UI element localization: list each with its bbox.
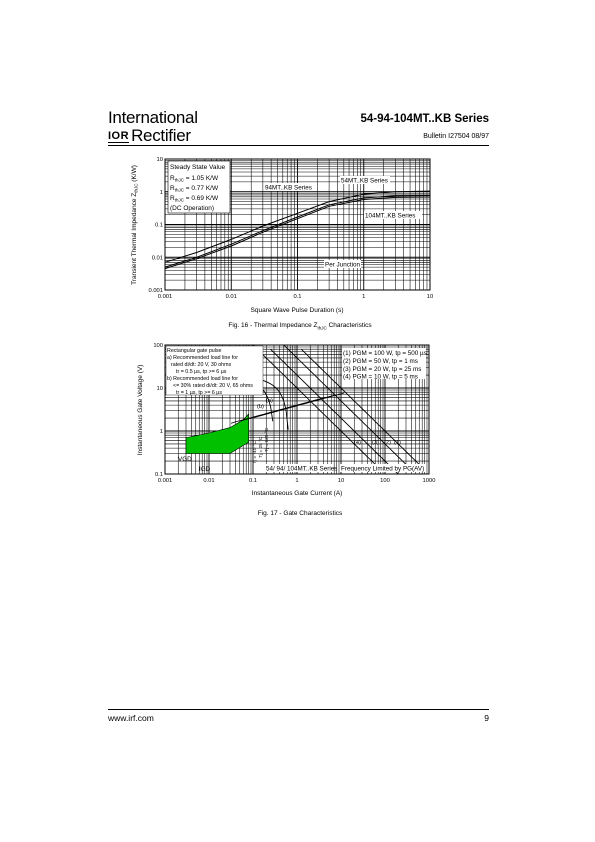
fig17-pgm-box	[342, 348, 427, 381]
series-title: 54-94-104MT..KB Series	[360, 113, 489, 125]
fig16-annot-54mt: 54MT..KB Series	[341, 177, 388, 185]
fig17-y-axis-label: Instantaneous Gate Voltage (V)	[137, 364, 144, 456]
fig17-pgm-3: (3) PGM = 20 W, tp = 25 ms	[343, 366, 422, 373]
fig16-caption: Fig. 16 - Thermal Impedance $Z_{thJC}$ Characteristics	[228, 322, 372, 331]
y-tick-label: 10	[156, 157, 163, 163]
fig17-label-3: (3)	[372, 440, 379, 446]
y-tick-label: 100	[153, 343, 163, 349]
fig17-label-igd: IGD	[199, 466, 211, 473]
fig17-note-4: b) Recommended load line for	[167, 376, 238, 382]
fig16-legend-r3: $R_{thJC} = 0.69$ K/W	[170, 195, 219, 203]
fig17-note-3: tr = 0.5 µs, tp >= 6 µs	[176, 369, 227, 375]
x-tick-label: 0.1	[248, 478, 258, 484]
y-tick-label: 0.01	[151, 255, 163, 262]
y-tick-label: 1	[159, 429, 163, 435]
fig17-series-label: 54/ 94/ 104MT..KB Series	[266, 465, 338, 473]
ior-logo-mark: IOR	[108, 130, 130, 142]
y-tick-label: 0.1	[154, 222, 163, 229]
fig17-note-6: tr = 1 µs, tp >= 6 µs	[176, 390, 222, 396]
fig17-label-a: (a)	[266, 398, 273, 404]
x-tick-label: 10	[426, 294, 434, 300]
fig16-legend-box	[168, 161, 230, 213]
page-number: 9	[484, 713, 489, 723]
x-tick-label: 1	[362, 294, 366, 300]
x-tick-label: 0.001	[157, 294, 173, 300]
fig17-label-tj-125: Tj = 125 °C	[265, 427, 270, 452]
fig17-pgm-2: (2) PGM = 50 W, tp = 1 ms	[343, 358, 418, 365]
fig16-x-axis-label: Square Wave Pulse Duration (s)	[250, 307, 344, 314]
y-tick-label: 1	[159, 189, 163, 196]
fig16-legend-line1: Steady State Value	[170, 164, 226, 171]
fig17-x-axis-label: Instantaneous Gate Current (A)	[251, 490, 343, 497]
fig17-note-1: a) Recommended load line for	[167, 355, 238, 361]
fig16-annot-104mt: 104MT..KB Series	[365, 212, 416, 220]
fig16-thermal-impedance-chart	[120, 150, 450, 320]
fig17-note-2: rated di/dt: 20 V, 30 ohms	[171, 362, 232, 368]
y-tick-label: 10	[156, 386, 163, 392]
logo-rectifier	[108, 126, 191, 146]
x-tick-label: 100	[380, 478, 390, 484]
fig17-label-2: (2)	[384, 440, 391, 446]
footer-divider	[108, 709, 489, 710]
fig17-pgm-1: (1) PGM = 100 W, tp = 500 µs	[343, 350, 427, 357]
fig17-label-4: (4)	[354, 440, 361, 446]
fig17-caption: Fig. 17 - Gate Characteristics	[257, 510, 343, 517]
x-tick-label: 0.01	[225, 294, 237, 300]
bulletin-number: Bulletin I27504 08/97	[423, 133, 489, 140]
fig17-x-tick-labels	[158, 478, 436, 484]
fig17-gate-characteristics-chart	[120, 340, 450, 505]
fig16-x-tick-labels	[158, 294, 433, 300]
fig16-legend-line5: (DC Operation)	[170, 205, 215, 212]
fig17-label-b: (b)	[257, 404, 264, 410]
fig16-annot-94mt: 94MT..KB Series	[265, 184, 312, 192]
fig17-label-tj-25: Tj = 25 °C	[259, 436, 264, 458]
fig17-frequency-label: Frequency Limited by PG(AV)	[341, 465, 425, 473]
logo-rectifier-text: Rectifier	[131, 126, 191, 145]
y-tick-label: 0.1	[154, 472, 163, 478]
fig16-y-tick-labels	[148, 157, 163, 294]
x-tick-label: 10	[337, 478, 345, 484]
fig17-note-0: Rectangular gate pulse	[167, 348, 222, 354]
fig17-notes-box	[166, 346, 263, 396]
x-tick-label: 0.1	[293, 294, 302, 300]
x-tick-label: 1	[295, 478, 299, 484]
fig16-legend-r2: $R_{thJC} = 0.77$ K/W	[170, 185, 219, 193]
fig17-pgm-4: (4) PGM = 10 W, tp = 5 ms	[343, 373, 418, 381]
fig17-note-5: <= 30% rated di/dt: 20 V, 65 ohms	[173, 383, 253, 389]
x-tick-label: 0.001	[157, 478, 173, 484]
fig17-gate-trigger-region	[186, 414, 249, 454]
x-tick-label: 0.01	[203, 478, 215, 484]
footer-url: www.irf.com	[108, 713, 154, 723]
fig16-annot-per-junction: Per Junction	[325, 261, 361, 269]
fig17-label-1: (1)	[394, 440, 401, 446]
logo-international: International	[108, 108, 198, 127]
fig17-bottom-labels	[265, 464, 426, 473]
y-tick-label: 0.001	[148, 288, 163, 294]
fig16-legend-r1: $R_{thJC} = 1.05$ K/W	[170, 175, 219, 183]
fig17-label-tj-minus40: Tj = -40 °C	[253, 440, 258, 464]
fig16-y-axis-label: Transient Thermal Impedance $Z_{thJC}$ (K/W)	[131, 165, 139, 285]
fig17-y-tick-labels	[153, 343, 163, 478]
header-divider	[108, 145, 489, 146]
fig17-label-vgd: VGD	[178, 456, 192, 463]
x-tick-label: 1000	[422, 478, 436, 484]
